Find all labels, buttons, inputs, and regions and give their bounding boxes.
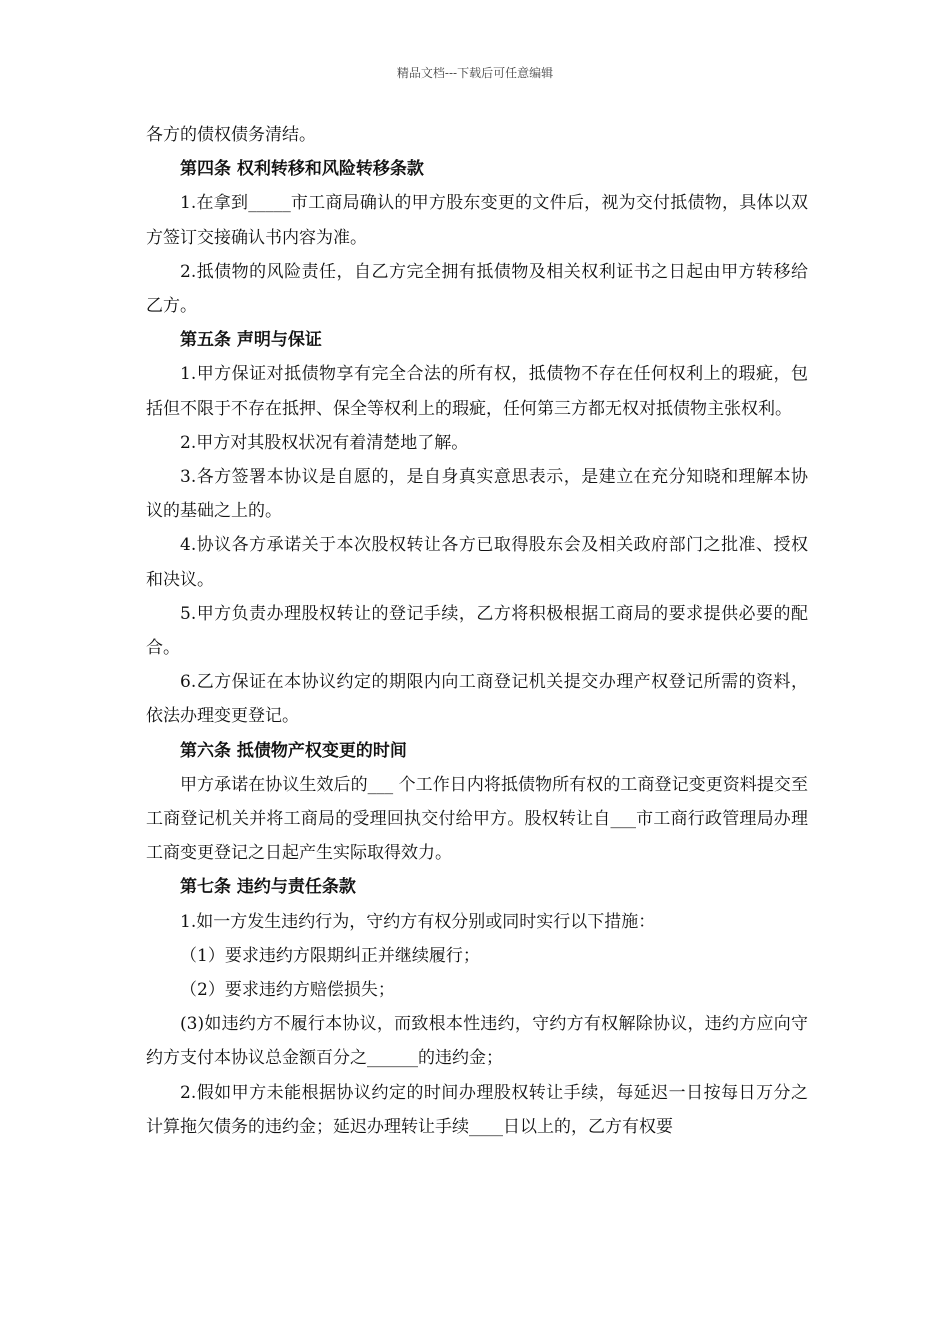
section-heading: 第五条 声明与保证 <box>180 330 322 351</box>
paragraph: 各方的债权债务清结。 <box>146 125 316 145</box>
paragraph: 6.乙方保证在本协议约定的期限内向工商登记机关提交办理产权登记所需的资料，依法办理变更登记。 <box>146 672 808 727</box>
paragraph: 1.如一方发生违约行为，守约方有权分别或同时实行以下措施： <box>180 911 656 932</box>
paragraph: 4.协议各方承诺关于本次股权转让各方已取得股东会及相关政府部门之批准、授权和决议。 <box>146 535 808 590</box>
paragraph: 2.抵债物的风险责任，自乙方完全拥有抵债物及相关权利证书之日起由甲方转移给乙方。 <box>146 261 808 317</box>
list-item: (3)如违约方不履行本协议，而致根本性违约，守约方有权解除协议，违约方应向守约方支付本协议总金额百分之______的违约金； <box>146 1014 808 1069</box>
section-heading: 第四条 权利转移和风险转移条款 <box>180 159 424 180</box>
list-item: （2）要求违约方赔偿损失； <box>180 980 395 1001</box>
paragraph: 甲方承诺在协议生效后的___ 个工作日内将抵债物所有权的工商登记变更资料提交至工商登记机关并将工商局的受理回执交付给甲方。股权转让自___市工商行政管理局办理工商变更登记之日起产生实际取得效力。 <box>146 774 808 864</box>
document-body <box>146 118 825 1144</box>
section-heading: 第六条 抵债物产权变更的时间 <box>180 740 407 761</box>
paragraph: 1.甲方保证对抵债物享有完全合法的所有权，抵债物不存在任何权利上的瑕疵，包括但不限于不存在抵押、保全等权利上的瑕疵，任何第三方都无权对抵债物主张权利。 <box>146 364 808 419</box>
paragraph: 5.甲方负责办理股权转让的登记手续，乙方将积极根据工商局的要求提供必要的配合。 <box>146 603 808 659</box>
paragraph: 3.各方签署本协议是自愿的，是自身真实意思表示，是建立在充分知晓和理解本协议的基础之上的。 <box>146 467 808 522</box>
paragraph: 2.甲方对其股权状况有着清楚地了解。 <box>180 432 469 453</box>
paragraph: 2.假如甲方未能根据协议约定的时间办理股权转让手续，每延迟一日按每日万分之 计算拖欠债务的违约金；延迟办理转让手续____日以上的，乙方有权要 <box>146 1082 825 1137</box>
page-header: 精品文档---下载后可任意编辑 <box>396 66 554 80</box>
list-item: （1）要求违约方限期纠正并继续履行； <box>180 945 480 966</box>
section-heading: 第七条 违约与责任条款 <box>180 877 356 898</box>
paragraph: 1.在拿到_____市工商局确认的甲方股东变更的文件后，视为交付抵债物，具体以双方签订交接确认书内容为准。 <box>146 193 808 248</box>
